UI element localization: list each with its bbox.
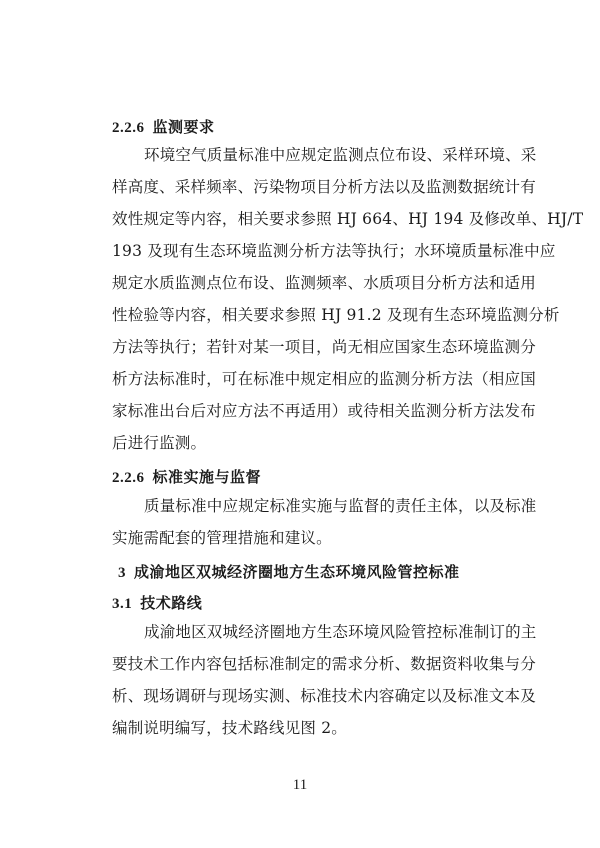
paragraph-line: 规定水质监测点位布设、监测频率、水质项目分析方法和适用 [112,274,536,292]
page-number: 11 [292,777,308,793]
chapter-heading-risk-control-standard [118,561,460,582]
section-heading-monitoring-requirements [112,116,215,137]
heading-number: 2.2.6 [112,470,145,486]
paragraph-line: 环境空气质量标准中应规定监测点位布设、采样环境、采 [144,146,537,164]
heading-number: 3.1 [112,596,133,612]
paragraph-line: 方法等执行；若针对某一项目，尚无相应国家生态环境监测分 [112,338,536,356]
paragraph-line: 家标准出台后对应方法不再适用）或待相关监测分析方法发布 [112,402,536,420]
paragraph-line: 析、现场调研与现场实测、标准技术内容确定以及标准文本及 [112,687,536,705]
heading-number: 2.2.6 [112,120,145,136]
heading-number: 3 [118,565,126,581]
paragraph-line: 析方法标准时，可在标准中规定相应的监测分析方法（相应国 [112,370,536,388]
paragraph-line: 后进行监测。 [112,434,207,452]
paragraph-line: 质量标准中应规定标准实施与监督的责任主体，以及标准 [144,497,537,515]
paragraph-line: 193 及现有生态环境监测分析方法等执行；水环境质量标准中应 [112,242,556,260]
heading-title: 技术路线 [140,594,203,612]
paragraph-line: 实施需配套的管理措施和建议。 [112,529,332,547]
paragraph-line: 性检验等内容，相关要求参照 HJ 91.2 及现有生态环境监测分析 [112,306,560,324]
heading-title: 标准实施与监督 [152,468,262,486]
paragraph-line: 成渝地区双城经济圈地方生态环境风险管控标准制订的主 [144,623,537,641]
paragraph-line: 编制说明编写，技术路线见图 2。 [112,719,347,737]
heading-title: 成渝地区双城经济圈地方生态环境风险管控标准 [134,563,460,581]
paragraph-line: 样高度、采样频率、污染物项目分析方法以及监测数据统计有 [112,178,536,196]
paragraph-line: 要技术工作内容包括标准制定的需求分析、数据资料收集与分 [112,655,536,673]
paragraph-line: 效性规定等内容，相关要求参照 HJ 664、HJ 194 及修改单、HJ/T [112,210,584,228]
heading-title: 监测要求 [152,118,215,136]
section-heading-technical-route [112,592,202,613]
section-heading-implementation-supervision [112,466,261,487]
